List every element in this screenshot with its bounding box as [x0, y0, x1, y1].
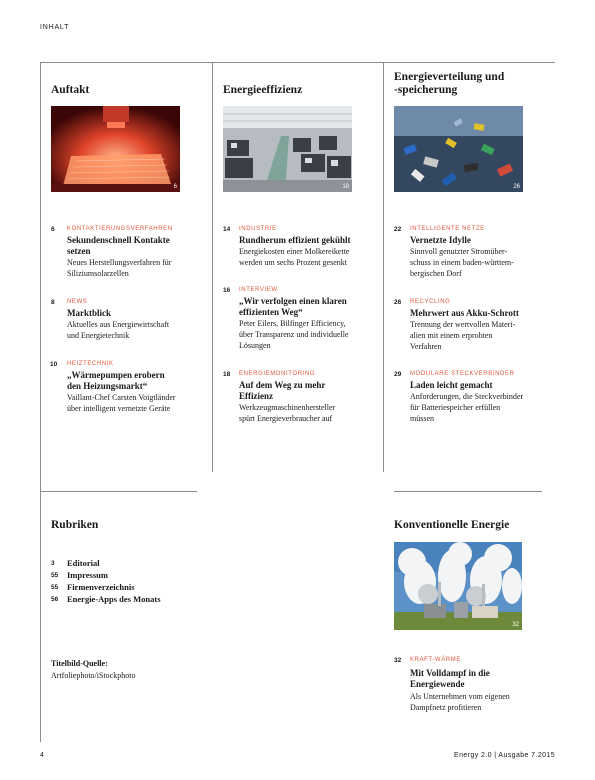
section-title-auftakt: Auftakt	[51, 84, 90, 96]
photo-page-number: 6	[173, 184, 177, 190]
entry-headline: „Wärmepumpen erobern den Heizungsmarkt“	[67, 370, 165, 391]
rubrik-page-number: 55	[51, 584, 59, 591]
toc-entry[interactable]	[51, 299, 201, 349]
entry-category: MODULARE STECKVERBINDER	[410, 371, 515, 377]
entry-category: RECYCLING	[410, 299, 451, 305]
entry-category: KONTAKTIERUNGSVERFAHREN	[67, 226, 173, 232]
steam-plant-image	[394, 542, 522, 630]
entry-headline: Mit Volldampf in die Energiewende	[410, 668, 490, 689]
battery-scrap-image	[394, 106, 523, 192]
entry-page-number: 32	[394, 657, 402, 664]
toc-entry[interactable]	[394, 371, 544, 431]
entry-page-number: 10	[50, 361, 58, 368]
entry-headline: Marktblick	[67, 308, 111, 318]
toc-entry[interactable]	[223, 287, 378, 357]
column-divider-1	[212, 62, 213, 472]
rubrik-item[interactable]	[51, 581, 201, 593]
entry-description: Als Unternehmen vom eigenen Dampfnetz profitieren	[410, 692, 510, 712]
entry-category: INTERVIEW	[239, 287, 278, 293]
rubrik-page-number: 55	[51, 572, 59, 579]
rubrik-item[interactable]	[51, 593, 201, 605]
entry-page-number: 14	[223, 226, 231, 233]
entry-headline: „Wir verfolgen einen klaren effizienten Weg“	[239, 296, 347, 317]
entry-description: Vaillant-Chef Carsten Voigtländer über intelligent vernetzte Geräte	[67, 393, 176, 413]
rubrik-item[interactable]	[51, 557, 201, 569]
photo-page-number: 26	[513, 184, 520, 190]
entry-description: Peter Eilers, Bilfinger Efficiency, über Transparenz und individuelle Lösungen	[239, 319, 349, 350]
rubrik-item[interactable]	[51, 569, 201, 581]
auftakt-photo	[51, 106, 180, 192]
rubrik-label: Impressum	[67, 570, 108, 580]
glowing-grid-image	[51, 106, 180, 192]
entry-headline: Auf dem Weg zu mehr Effizienz	[239, 380, 326, 401]
section-title-verteilung: Energieverteilung und -speicherung	[394, 71, 505, 96]
section-title-effizienz: Energieeffizienz	[223, 84, 303, 96]
page-number: 4	[40, 752, 44, 759]
entry-description: Anforderungen, die Steckverbinder für Batteriespeicher erfüllen müssen	[410, 392, 524, 423]
entry-category: ENERGIEMONITORING	[239, 371, 316, 377]
cover-credit-label: Titelbild-Quelle:	[51, 659, 108, 668]
cover-credit-value: Artfoliephoto/iStockphoto	[51, 671, 136, 680]
rubriken-rule	[40, 491, 197, 492]
entry-category: INTELLIGENTE NETZE	[410, 226, 485, 232]
section-title-konventionell: Konventionelle Energie	[394, 519, 510, 531]
toc-entry[interactable]	[223, 226, 378, 276]
entry-headline: Sekundenschnell Kontakte setzen	[67, 235, 170, 256]
konventionell-rule	[394, 491, 542, 492]
entry-page-number: 8	[51, 299, 55, 306]
toc-entry[interactable]	[51, 361, 201, 421]
entry-headline: Laden leicht gemacht	[410, 380, 493, 390]
left-margin-rule	[40, 62, 41, 742]
entry-description: Trennung der wertvollen Materi- alien mit einem erprobten Verfahren	[410, 320, 516, 351]
toc-entry[interactable]	[394, 657, 544, 723]
toc-entry[interactable]	[223, 371, 378, 431]
entry-category: NEWS	[67, 299, 88, 305]
konventionell-photo	[394, 542, 522, 630]
entry-category: INDUSTRIE	[239, 226, 277, 232]
rubrik-label: Energie-Apps des Monats	[67, 594, 161, 604]
rubrik-label: Editorial	[67, 558, 100, 568]
entry-headline: Mehrwert aus Akku-Schrott	[410, 308, 519, 318]
entry-page-number: 22	[394, 226, 402, 233]
entry-category: HEIZTECHNIK	[67, 361, 114, 367]
toc-entry[interactable]	[51, 226, 201, 286]
toc-entry[interactable]	[394, 299, 544, 359]
factory-hall-image	[223, 106, 352, 192]
section-label: INHALT	[40, 24, 70, 31]
entry-page-number: 6	[51, 226, 55, 233]
top-rule	[40, 62, 555, 63]
rubrik-page-number: 3	[51, 560, 55, 567]
entry-page-number: 26	[394, 299, 402, 306]
photo-page-number: 18	[342, 184, 349, 190]
entry-page-number: 18	[223, 371, 231, 378]
entry-description: Werkzeugmaschinenhersteller spürt Energieverbraucher auf	[239, 403, 336, 423]
publication-info: Energy 2.0 | Ausgabe 7.2015	[454, 752, 555, 759]
rubrik-page-number: 56	[51, 596, 59, 603]
section-title-rubriken: Rubriken	[51, 519, 99, 531]
column-divider-2	[383, 62, 384, 472]
entry-description: Aktuelles aus Energiewirtschaft und Energietechnik	[67, 320, 170, 340]
entry-headline: Rundherum effizient gekühlt	[239, 235, 351, 245]
entry-description: Neues Herstellungsverfahren für Siliziumsolarzellen	[67, 258, 172, 278]
entry-description: Sinnvoll genutzter Stromüber- schuss in einem baden-württem- bergischen Dorf	[410, 247, 514, 278]
effizienz-photo	[223, 106, 352, 192]
verteilung-photo	[394, 106, 523, 192]
entry-description: Energiekosten einer Molkereikette werden um sechs Prozent gesenkt	[239, 247, 350, 267]
entry-page-number: 29	[394, 371, 402, 378]
photo-page-number: 32	[512, 622, 519, 628]
entry-headline: Vernetzte Idylle	[410, 235, 471, 245]
entry-category: KRAFT-WÄRME	[410, 657, 461, 663]
toc-entry[interactable]	[394, 226, 544, 286]
entry-page-number: 16	[223, 287, 231, 294]
rubrik-label: Firmenverzeichnis	[67, 582, 135, 592]
